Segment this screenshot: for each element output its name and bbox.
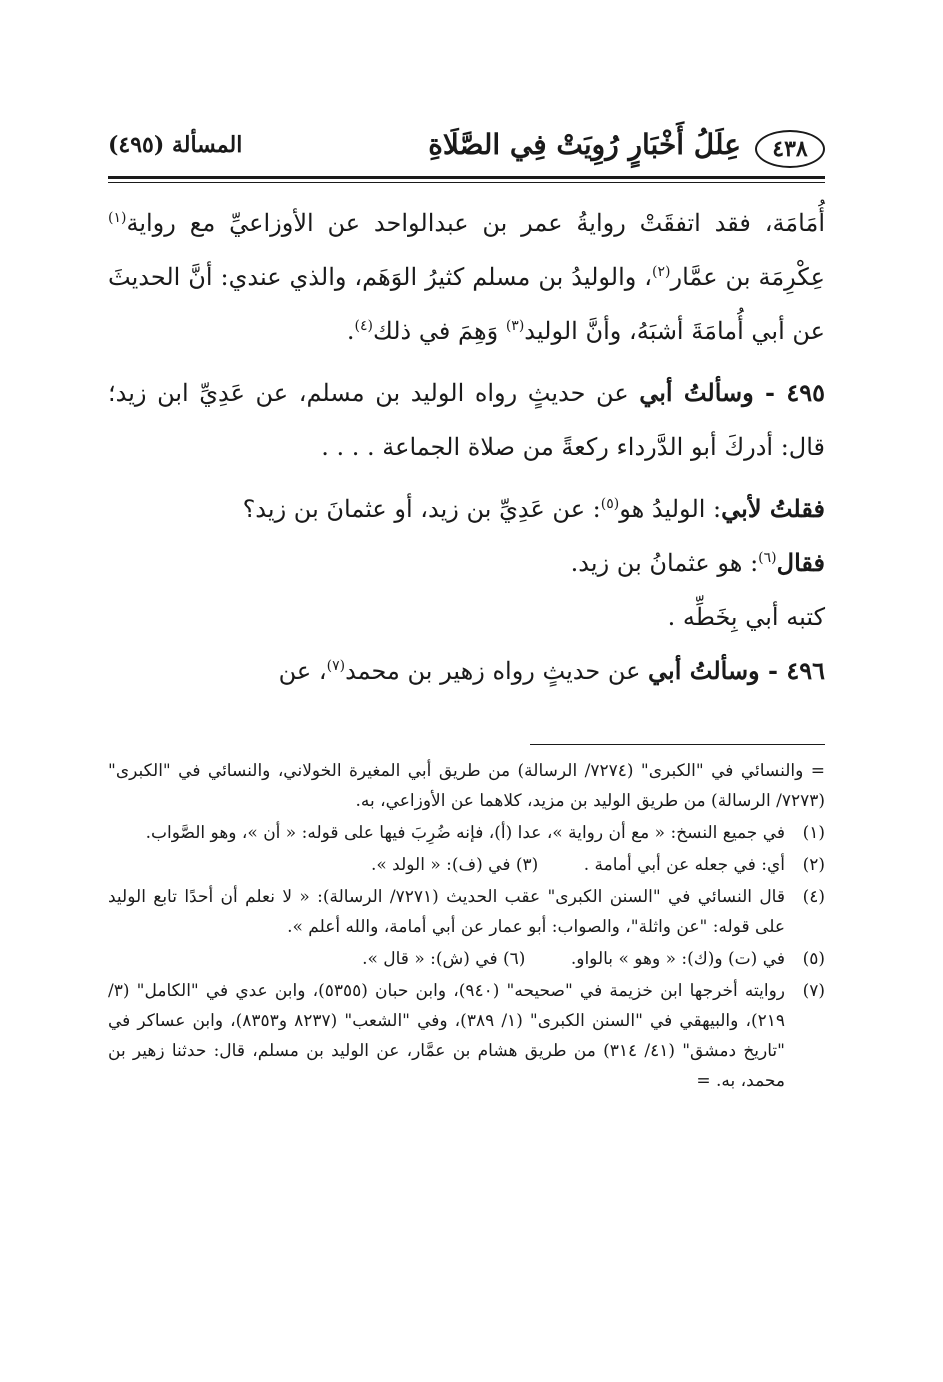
footnote-text: في جميع النسخ: « مع أن رواية »، عدا (أ)، فإنه ضُرِبَ فيها على قوله: « أن »، وهو الصَّواب. <box>145 823 785 843</box>
answer-paragraph <box>108 536 825 590</box>
header-rule-thin <box>108 182 825 183</box>
issue-lead: ٤٩٦ - وسألتُ أبي <box>648 656 825 685</box>
page-header <box>108 128 825 172</box>
footnote-ref[interactable]: (٧) <box>326 658 346 674</box>
footnote-1 <box>108 818 825 848</box>
text-line: . <box>346 317 355 345</box>
footnote-number: (٣) <box>515 855 539 875</box>
footnote-ref[interactable]: (٢) <box>652 264 671 280</box>
text-line: : هو عثمانُ بن زيد. <box>570 549 759 577</box>
paragraph-continuation <box>108 196 825 358</box>
footnote-text: في (ت) و(ك): « وهو » بالواو. <box>570 949 785 969</box>
footnote-text: = والنسائي في "الكبرى" (٧٢٧٤/ الرسالة) من طريق أبي المغيرة الخولاني، والنسائي في "الكبرى" (٧٢٧٣/ الرسالة) من طريق الوليد بن مزيد، كلاهما عن الأوزاعي، به. <box>108 761 825 811</box>
issue-lead: ٤٩٥ - وسألتُ أبي <box>639 378 825 407</box>
footnote-text: روايته أخرجها ابن خزيمة في "صحيحه" (٩٤٠)، وابن حبان (٥٣٥٥)، وابن عدي في "الكامل" (٣/ ٢١٩)، والبيهقي في "السنن الكبرى" (١/ ٣٨٩)، وفي "الشعب" (٨٢٣٧ و٨٣٥٣)، وابن عساكر في "تاريخ دمشق" (٤١/ ٣١٤) من طريق هشام بن عمَّار، عن الوليد بن مسلم، قال: حدثنا زهير بن محمد، به. = <box>108 981 786 1091</box>
footnote-number: (٦) <box>503 949 526 969</box>
footnote-separator <box>530 744 825 745</box>
text-line: كتبه أبي بِخَطِّه . <box>667 603 825 631</box>
footnote-text: قال النسائي في "السنن الكبرى" عقب الحديث (٧٢٧١/ الرسالة): « لا نعلم أن أحدًا تابع الوليد على قوله: "عن واثلة"، والصواب: أبو عمار عن أبي أمامة، والله أعلم ». <box>108 887 785 937</box>
footnote-text-pair <box>108 944 785 974</box>
speaker-lead: فقال <box>776 548 825 577</box>
issue-496 <box>108 644 825 698</box>
text-line: وَهِمَ في ذلك <box>373 317 506 345</box>
footnote-continuation <box>108 756 825 816</box>
footnote-4 <box>108 882 825 942</box>
issue-495 <box>108 366 825 474</box>
footnote-text: في (ش): « قال ». <box>362 949 498 969</box>
footnote-number: (٢) <box>802 855 825 875</box>
text-line: ، والوليدُ بن مسلم كثيرُ الوَهَم، والذي عندي: أنَّ <box>188 263 653 291</box>
footnote-number: (٤) <box>802 887 825 907</box>
footnote-5-6 <box>108 944 825 974</box>
footnote-number: (٥) <box>802 949 825 969</box>
text-line: ، عن <box>278 657 327 685</box>
footnote-inline <box>371 850 538 880</box>
header-rule-thick <box>108 176 825 179</box>
text-line: أُمَامَة، فقد اتفقَتْ روايةُ عمر بن عبدالواحد عن الأوزاعيِّ مع رواية <box>126 209 825 237</box>
question-paragraph <box>108 482 825 536</box>
text-line: : عن عَدِيِّ بن زيد، أو عثمانَ بن زيد؟ <box>242 495 601 523</box>
text-line: عِكْرِمَة بن عمَّار <box>670 263 825 291</box>
speaker-lead: فقلتُ لأبي <box>721 494 825 523</box>
page-number: ٤٣٨ <box>755 130 825 168</box>
footnote-number: (٧) <box>802 981 825 1001</box>
footnote-7 <box>108 976 825 1096</box>
text-line: : الوليدُ هو <box>619 495 722 523</box>
footnote-text-pair <box>108 850 785 880</box>
issue-label: المسألة (٤٩٥) <box>108 132 243 158</box>
footnote-ref[interactable]: (١) <box>108 210 127 226</box>
footnote-2-3 <box>108 850 825 880</box>
footnote-number: (١) <box>802 823 825 843</box>
footnotes <box>108 756 825 1098</box>
footnote-ref[interactable]: (٥) <box>600 496 620 512</box>
footnote-inline <box>362 944 525 974</box>
text-line: ابن زيد؛ قال: أدركَ أبو الدَّرداء ركعةً من صلاة الجماعة . . . . <box>108 379 825 461</box>
text-line: عن حديثٍ رواه الوليد بن مسلم، عن عَدِيِّ <box>199 379 640 407</box>
footnote-ref[interactable]: (٦) <box>758 550 777 566</box>
note-paragraph <box>108 590 825 644</box>
footnote-ref[interactable]: (٤) <box>354 318 374 334</box>
book-title: عِلَلُ أَخْبَارٍ رُوِيَتْ فِي الصَّلَاةِ <box>428 128 741 161</box>
footnote-ref[interactable]: (٣) <box>505 318 525 334</box>
text-line: الحديثَ عن أبي أُمامَةَ أشبَهُ، وأنَّ الوليد <box>108 263 825 345</box>
footnote-text: أي: في جعله عن أبي أمامة . <box>583 855 785 875</box>
footnote-text: في (ف): « الولد ». <box>370 855 511 875</box>
main-text <box>108 196 825 698</box>
text-line: عن حديثٍ رواه زهير بن محمد <box>345 657 649 685</box>
